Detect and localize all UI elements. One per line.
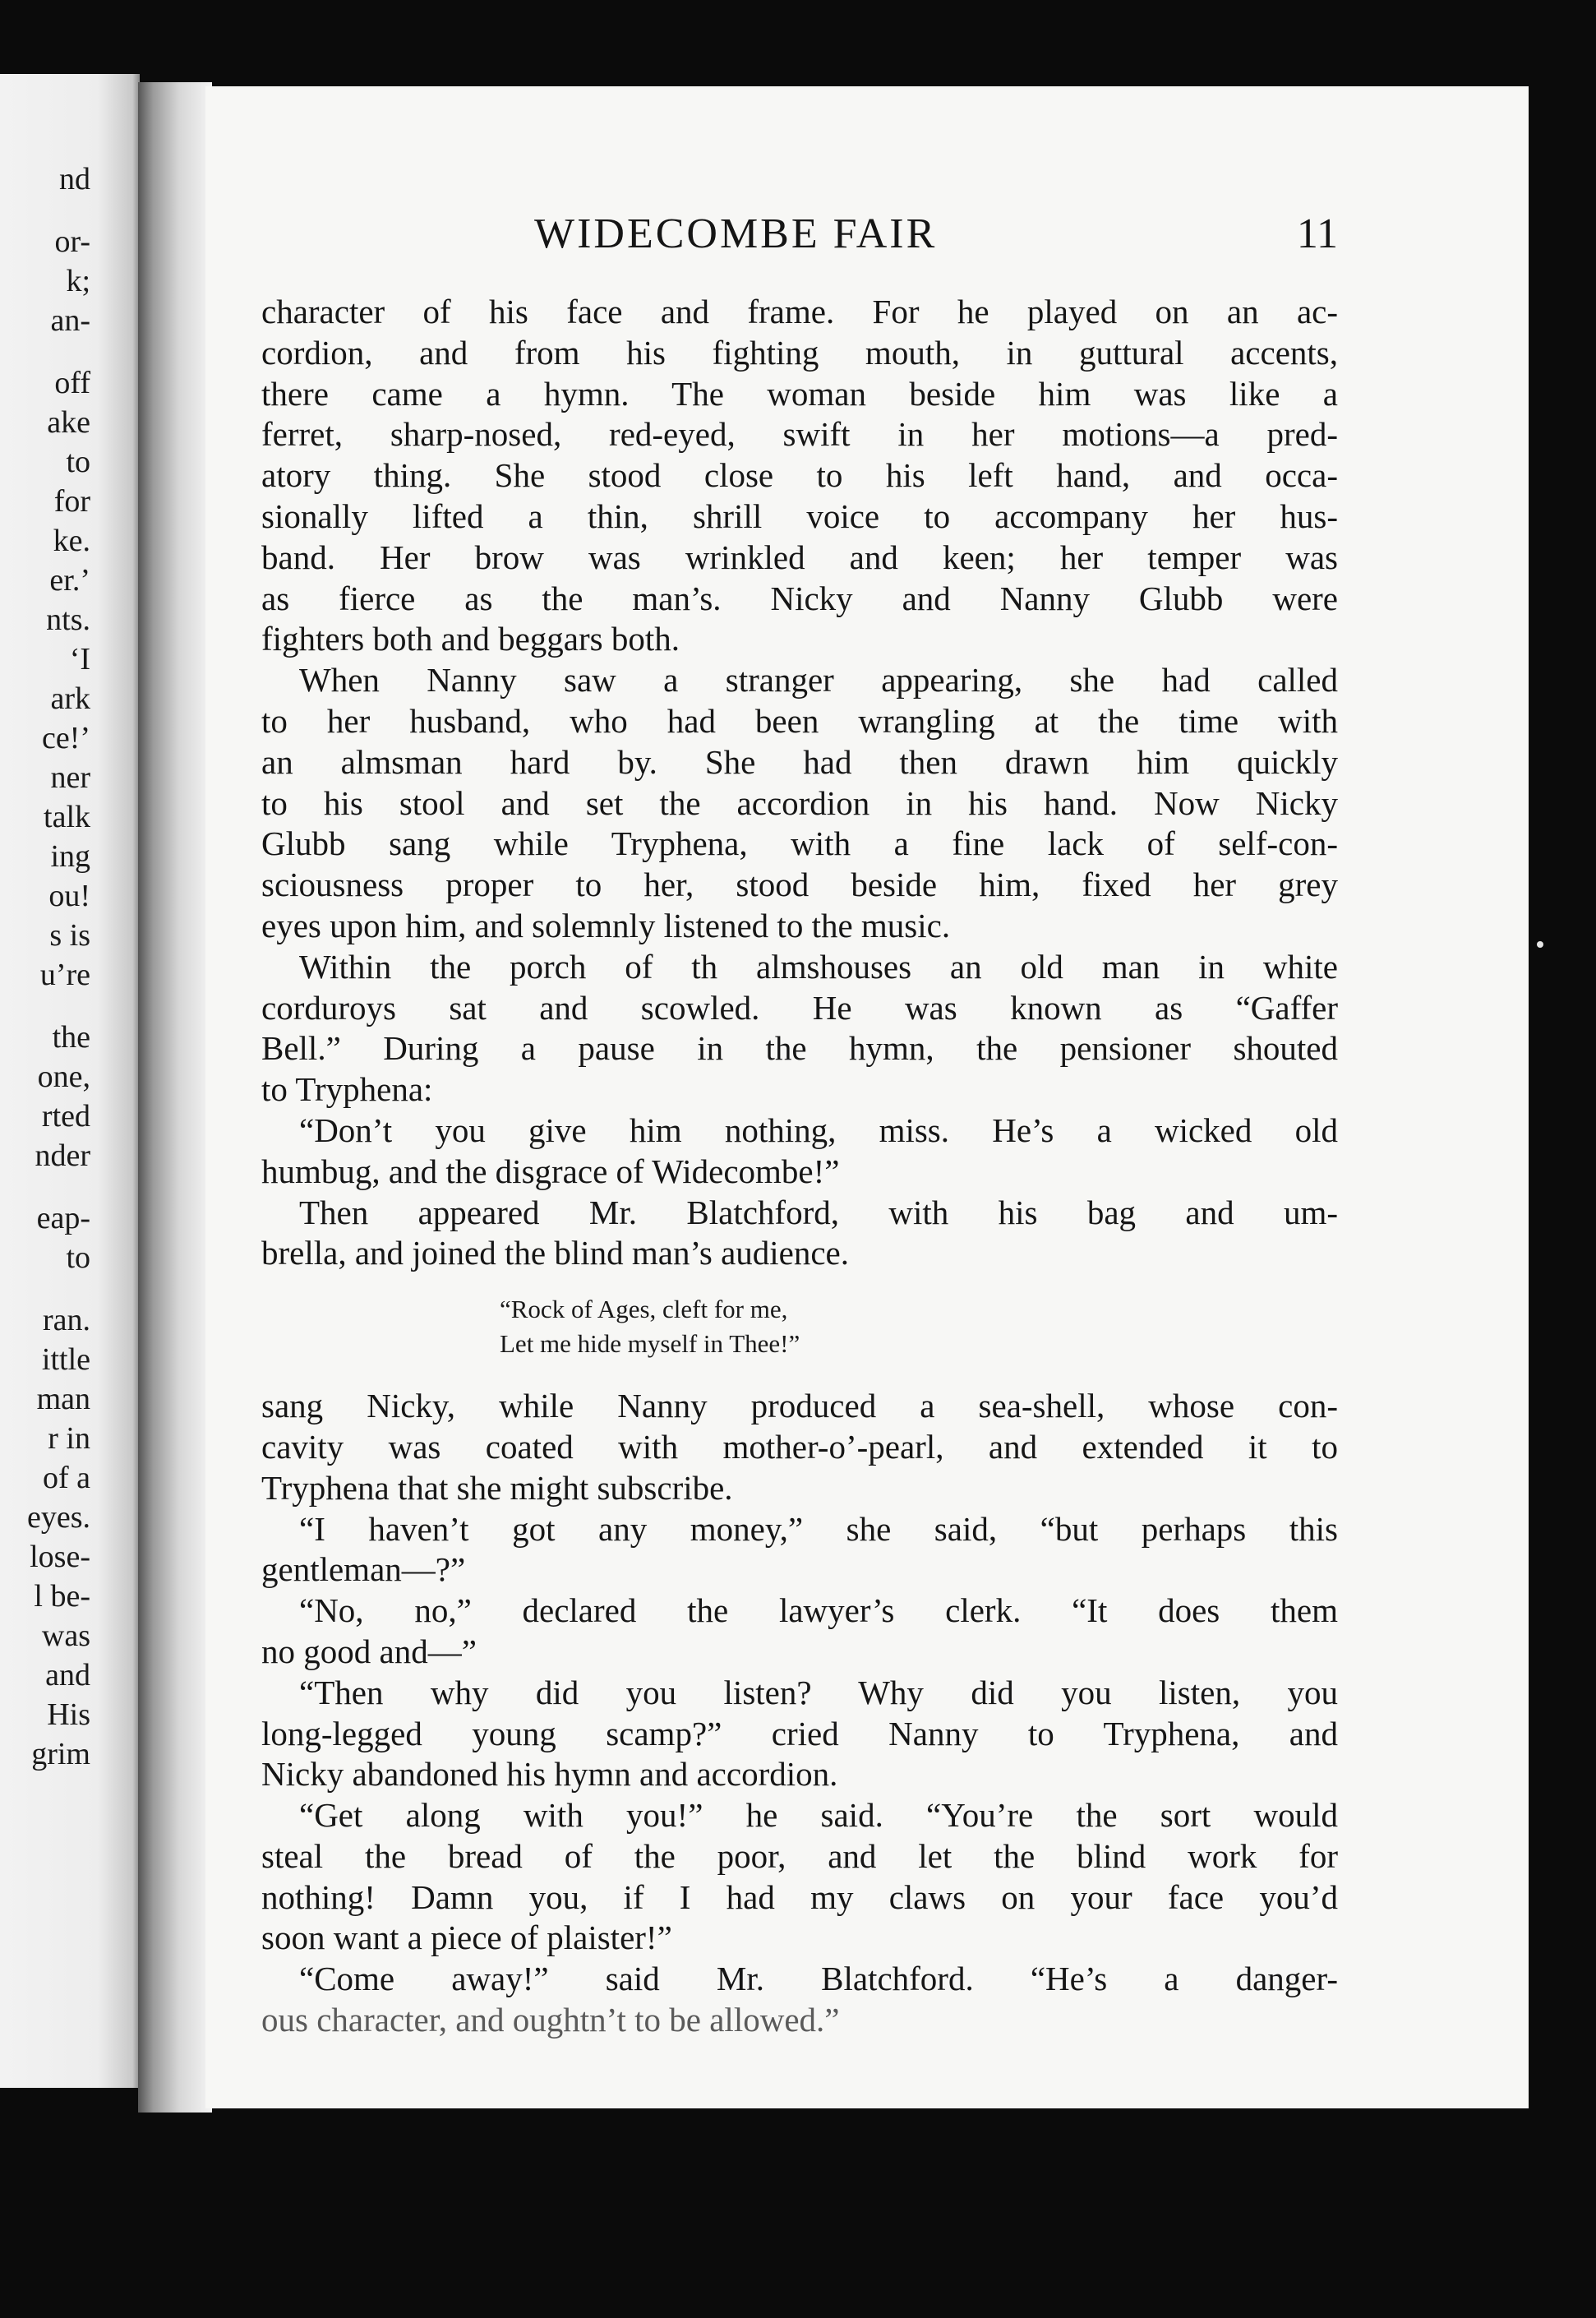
left-page-fragment: nts. — [46, 603, 90, 637]
text-line: “Don’t you give him nothing, miss. He’s a wicked old — [299, 1111, 1338, 1149]
left-page-fragment: of a — [42, 1461, 90, 1495]
running-head — [205, 210, 1529, 267]
page-number: 11 — [1296, 210, 1338, 257]
left-page-fragment: an- — [50, 303, 90, 338]
text-line: “I haven’t got any money,” she said, “but perhaps this — [299, 1509, 1338, 1548]
left-page-fragment: ake — [47, 405, 90, 440]
left-page-fragment: ing — [50, 839, 90, 874]
running-head-title: WIDECOMBE FAIR — [534, 210, 938, 257]
left-page-fragment: off — [54, 366, 90, 400]
text-line: Bell.” During a pause in the hymn, the pensioner shouted — [261, 1029, 1338, 1068]
text-line: long-legged young scamp?” cried Nanny to Tryphena, and — [261, 1714, 1338, 1752]
text-line: an almsman hard by. She had then drawn him quickly — [261, 742, 1338, 781]
text-line: “No, no,” declared the lawyer’s clerk. “It does them — [299, 1591, 1338, 1630]
left-page-fragment: eyes. — [26, 1500, 90, 1535]
text-line: Tryphena that she might subscribe. — [261, 1468, 733, 1507]
left-page-fragment: to — [66, 1240, 90, 1275]
text-line: “Come away!” said Mr. Blatchford. “He’s a danger- — [299, 1960, 1338, 1998]
left-page-fragment: nder — [35, 1138, 90, 1173]
left-page-fragment: ran. — [42, 1303, 90, 1337]
left-page-fragment: was — [41, 1618, 90, 1653]
left-page-fragment: one, — [37, 1060, 90, 1094]
text-line: gentleman—?” — [261, 1550, 466, 1589]
scan-speck — [1537, 941, 1543, 948]
left-page-fragment: k; — [66, 264, 90, 298]
text-line: ferret, sharp-nosed, red-eyed, swift in her motions—a pred- — [261, 415, 1338, 454]
text-line: cordion, and from his fighting mouth, in guttural accents, — [261, 333, 1338, 372]
verse-line: “Rock of Ages, cleft for me, — [500, 1295, 788, 1324]
left-page-fragment: s is — [49, 918, 90, 953]
left-page-fragment: to — [66, 445, 90, 479]
text-line: nothing! Damn you, if I had my claws on your face you’d — [261, 1877, 1338, 1916]
text-line: Glubb sang while Tryphena, with a fine lack of self-con- — [261, 824, 1338, 863]
left-page-fragment: er.’ — [49, 563, 90, 598]
text-line: “Get along with you!” he said. “You’re the sort would — [299, 1796, 1338, 1835]
text-line: band. Her brow was wrinkled and keen; her temper was — [261, 538, 1338, 576]
left-page-fragment: eap- — [36, 1201, 90, 1235]
verse-line: Let me hide myself in Thee!” — [500, 1329, 800, 1359]
hymn-verse — [261, 1274, 1338, 1386]
text-line: sionally lifted a thin, shrill voice to accompany her hus- — [261, 496, 1338, 535]
text-line: to Tryphena: — [261, 1070, 433, 1109]
text-line: fighters both and beggars both. — [261, 620, 680, 658]
text-line: eyes upon him, and solemnly listened to the music. — [261, 906, 951, 944]
text-line: to her husband, who had been wrangling at the time with — [261, 701, 1338, 740]
left-page-fragment: lose- — [30, 1540, 90, 1574]
book-page — [205, 86, 1529, 2108]
left-page-fragment: for — [53, 484, 90, 519]
left-page-fragment: His — [47, 1697, 90, 1732]
text-line: When Nanny saw a stranger appearing, she had called — [299, 661, 1338, 700]
left-page-fragment: ittle — [41, 1342, 90, 1377]
left-page-fragment: the — [52, 1020, 90, 1055]
text-line: as fierce as the man’s. Nicky and Nanny Glubb were — [261, 579, 1338, 617]
left-facing-page — [0, 74, 140, 2088]
left-page-fragment: grim — [31, 1737, 90, 1771]
text-line: sciousness proper to her, stood beside him, fixed her grey — [261, 866, 1338, 904]
left-page-fragment: or- — [54, 224, 90, 259]
left-page-fragment: u’re — [39, 958, 90, 992]
left-page-fragment: ke. — [53, 524, 90, 558]
left-page-fragment: ou! — [48, 879, 90, 913]
text-line: Then appeared Mr. Blatchford, with his bag and um- — [299, 1193, 1338, 1231]
left-page-fragment: talk — [44, 800, 90, 834]
text-line: to his stool and set the accordion in his hand. Now Nicky — [261, 783, 1338, 822]
left-page-fragment: ce!’ — [41, 721, 90, 755]
text-line: steal the bread of the poor, and let the blind work for — [261, 1836, 1338, 1875]
text-line: corduroys sat and scowled. He was known as “Gaffer — [261, 988, 1338, 1027]
left-page-fragment: nd — [59, 162, 90, 196]
left-page-fragment: r in — [48, 1421, 90, 1456]
body-paragraphs-continued — [261, 1386, 1338, 2041]
text-line: atory thing. She stood close to his left hand, and occa- — [261, 456, 1338, 495]
text-line: “Then why did you listen? Why did you listen, you — [299, 1673, 1338, 1711]
left-page-text-fragments — [0, 74, 90, 2088]
left-page-fragment: rted — [41, 1099, 90, 1134]
page-body-text — [261, 292, 1338, 2059]
text-line: sang Nicky, while Nanny produced a sea-shell, whose con- — [261, 1387, 1338, 1425]
text-line: Within the porch of th almshouses an old man in white — [299, 947, 1338, 986]
text-line: Nicky abandoned his hymn and accordion. — [261, 1755, 838, 1794]
text-line: no good and—” — [261, 1632, 477, 1670]
text-line: soon want a piece of plaister!” — [261, 1919, 672, 1957]
left-page-fragment: ner — [50, 760, 90, 795]
left-page-fragment: ark — [50, 681, 90, 716]
text-line: ous character, and oughtn’t to be allowed.” — [261, 2001, 840, 2039]
body-paragraphs — [261, 292, 1338, 1274]
left-page-fragment: l be- — [34, 1579, 90, 1614]
left-page-fragment: ‘I — [69, 642, 90, 676]
text-line: brella, and joined the blind man’s audience. — [261, 1234, 849, 1272]
text-line: character of his face and frame. For he played on an ac- — [261, 293, 1338, 330]
text-line: cavity was coated with mother-o’-pearl, and extended it to — [261, 1427, 1338, 1466]
left-page-fragment: and — [45, 1658, 90, 1692]
book-gutter-shadow — [138, 82, 212, 2113]
text-line: there came a hymn. The woman beside him was like a — [261, 374, 1338, 413]
left-page-fragment: man — [36, 1382, 90, 1416]
text-line: humbug, and the disgrace of Widecombe!” — [261, 1152, 840, 1190]
